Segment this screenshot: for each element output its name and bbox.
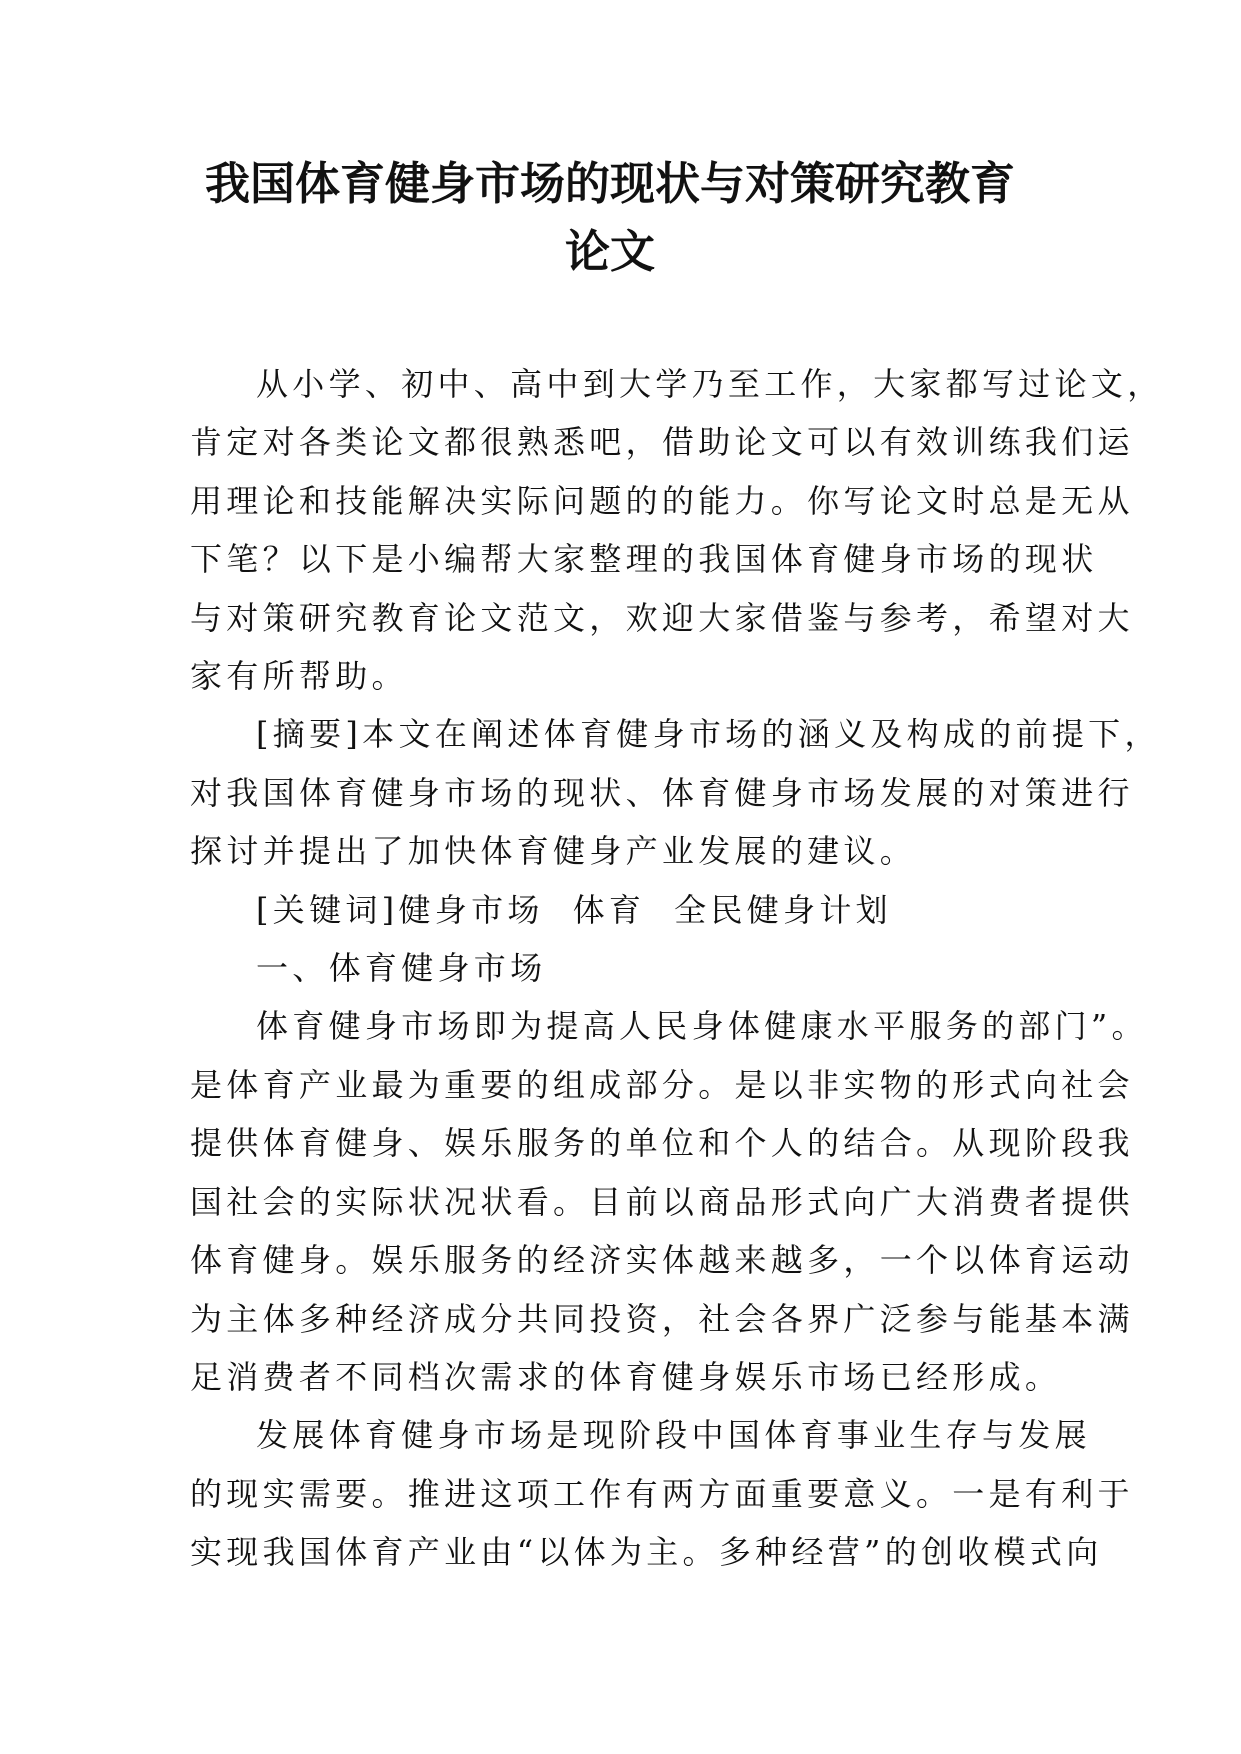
text-line: [摘要]本文在阐述体育健身市场的涵义及构成的前提下，	[256, 715, 1161, 754]
document-body	[190, 355, 1164, 1582]
text-line: 从小学、初中、高中到大学乃至工作，大家都写过论文，	[256, 365, 1164, 403]
title-line: 我国体育健身市场的现状与对策研究教育	[204, 157, 1015, 210]
text-line: 肯定对各类论文都很熟悉吧，借助论文可以有效训练我们运	[190, 423, 1134, 462]
text-line: 的现实需要。推进这项工作有两方面重要意义。一是有利于	[190, 1474, 1134, 1513]
text-line: 与对策研究教育论文范文，欢迎大家借鉴与参考，希望对大	[190, 598, 1134, 637]
document-title	[180, 150, 1040, 286]
text-line: 家有所帮助。	[190, 657, 408, 696]
text-line: 是体育产业最为重要的组成部分。是以非实物的形式向社会	[190, 1065, 1134, 1104]
text-line: 体育健身。娱乐服务的经济实体越来越多，一个以体育运动	[190, 1241, 1134, 1280]
paragraph-section-2	[190, 1406, 1134, 1581]
text-line: 一、体育健身市场	[256, 949, 547, 988]
text-line: 下笔？以下是小编帮大家整理的我国体育健身市场的现状	[190, 540, 1098, 579]
text-line: 体育健身市场即为提高人民身体健康水平服务的部门”。	[256, 1007, 1148, 1046]
text-line: 探讨并提出了加快体育健身产业发展的建议。	[190, 832, 917, 871]
paragraph-section-1	[190, 997, 1148, 1406]
text-line: 为主体多种经济成分共同投资，社会各界广泛参与能基本满	[190, 1299, 1134, 1338]
text-line: 实现我国体育产业由“以体为主。多种经营”的创收模式向	[190, 1533, 1103, 1572]
text-line: 国社会的实际状况状看。目前以商品形式向广大消费者提供	[190, 1182, 1134, 1221]
text-line: 发展体育健身市场是现阶段中国体育事业生存与发展	[256, 1416, 1091, 1455]
paragraph-keywords	[190, 881, 1080, 939]
text-line: 用理论和技能解决实际问题的的能力。你写论文时总是无从	[190, 481, 1134, 520]
text-line: [关键词]健身市场 体育 全民健身计划	[256, 890, 892, 929]
section-heading	[190, 939, 1080, 997]
paragraph-abstract	[190, 705, 1161, 880]
text-line: 提供体育健身、娱乐服务的单位和个人的结合。从现阶段我	[190, 1124, 1134, 1163]
text-line: 对我国体育健身市场的现状、体育健身市场发展的对策进行	[190, 773, 1134, 812]
paragraph-intro	[190, 355, 1164, 705]
title-line: 论文	[564, 225, 655, 278]
text-line: 足消费者不同档次需求的体育健身娱乐市场已经形成。	[190, 1357, 1062, 1396]
